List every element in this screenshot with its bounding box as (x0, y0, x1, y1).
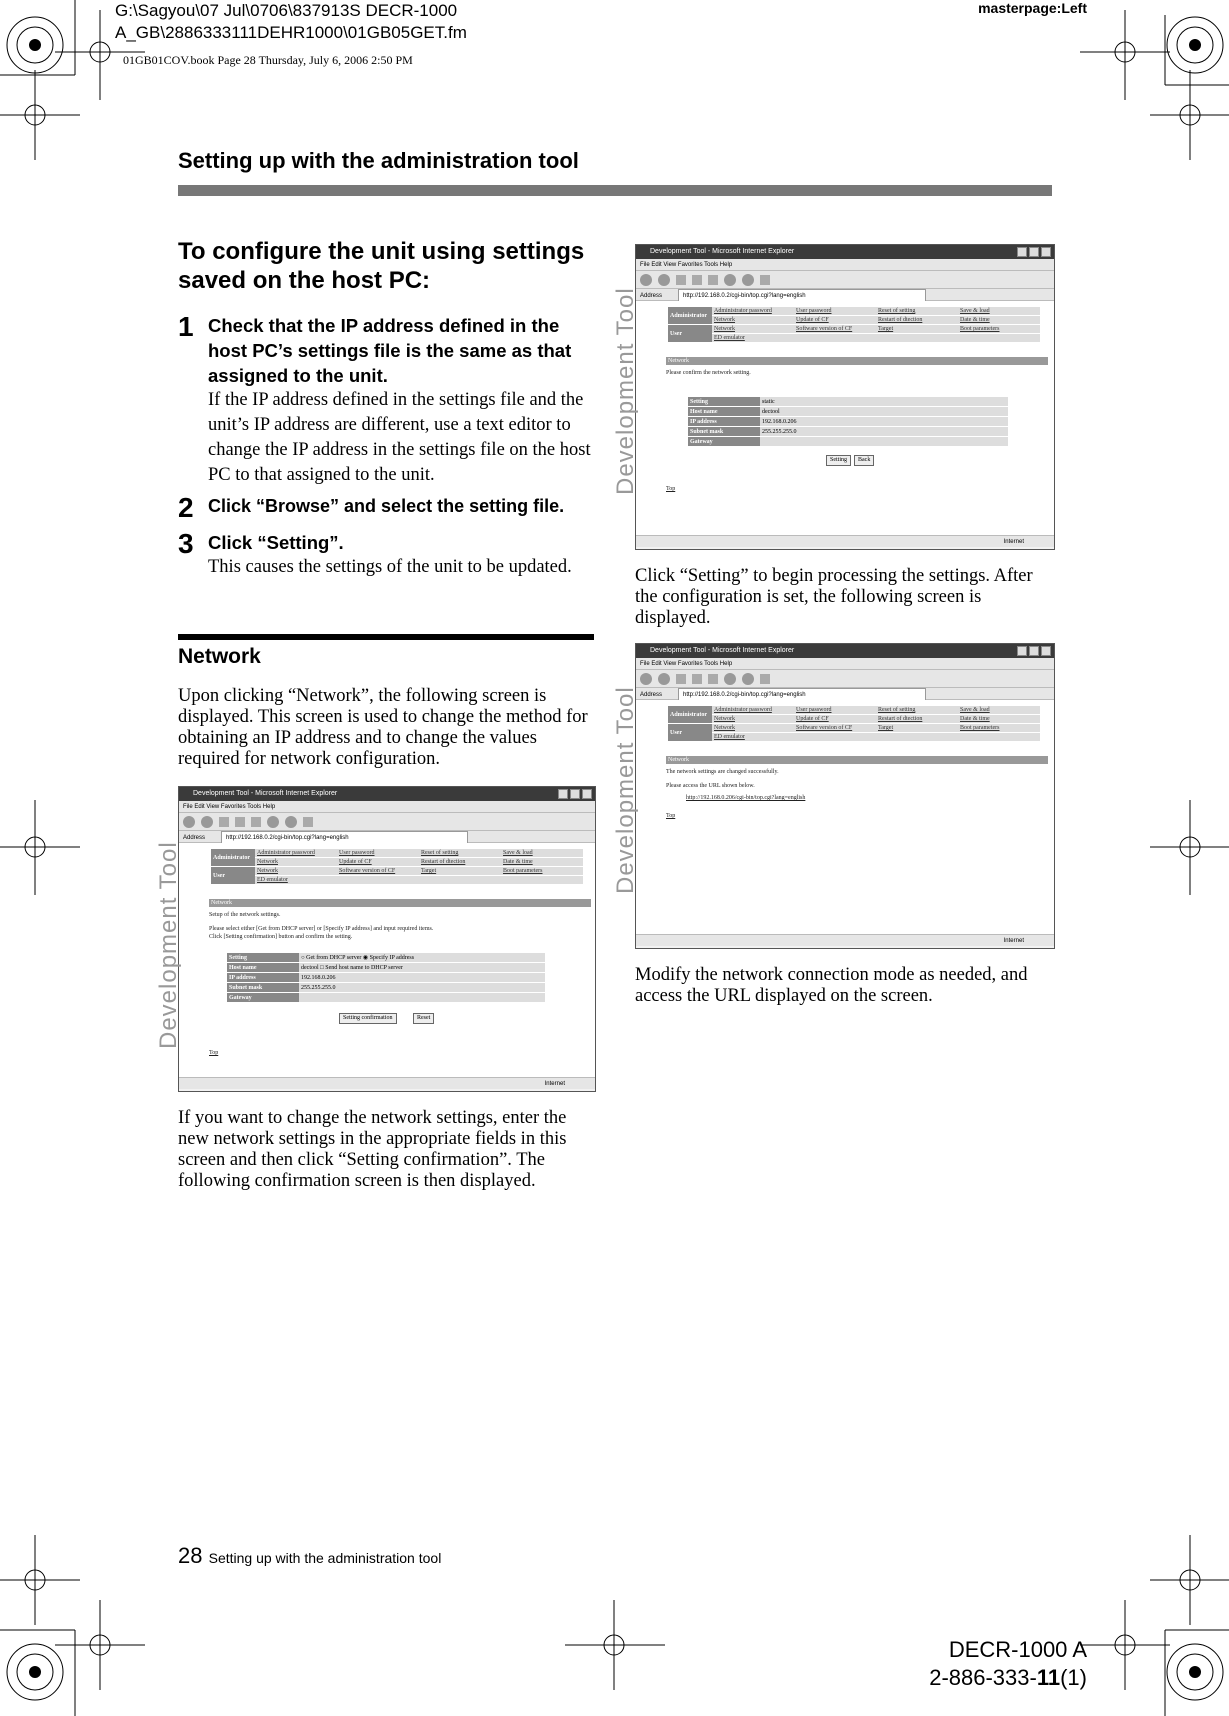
nav-link[interactable]: Save & load (958, 706, 1040, 715)
step-head: Check that the IP address defined in the host PC’s settings file is the same as that assigned to the unit. (208, 315, 572, 386)
form-key: Subnet mask (227, 983, 299, 993)
steps-list (178, 313, 594, 580)
toolbar (636, 271, 1054, 289)
search-icon (724, 673, 736, 685)
model-name: DECR-1000 A (948, 1637, 1087, 1662)
network-banner: Network (666, 357, 1048, 365)
maximize-icon (1029, 646, 1039, 656)
nav-link[interactable]: Update of CF (337, 858, 419, 867)
form-key: Gateway (227, 993, 299, 1003)
nav-link[interactable]: User password (337, 849, 419, 858)
nav-link[interactable]: Reset of setting (876, 307, 958, 316)
address-bar: Address http://192.168.0.2/cgi-bin/top.cgi?lang=english (179, 831, 595, 843)
form-value: 255.255.255.0 (760, 427, 1008, 437)
model-code (929, 1636, 1087, 1692)
step-number: 2 (178, 492, 194, 523)
nav-link[interactable]: Target (876, 325, 958, 334)
nav-link[interactable]: ED emulator (712, 334, 794, 343)
nav-link[interactable]: ED emulator (255, 876, 337, 885)
network-heading: Network (178, 645, 261, 668)
footer-label: Setting up with the administration tool (208, 1550, 442, 1566)
nav-link[interactable]: Update of CF (794, 316, 876, 325)
window-title-bar (179, 787, 595, 801)
form-key: Setting (227, 953, 299, 963)
address-value: http://192.168.0.2/cgi-bin/top.cgi?lang=english (221, 831, 468, 845)
close-icon (1041, 646, 1051, 656)
step-1 (178, 313, 594, 488)
favorites-icon (285, 816, 297, 828)
favorites-icon (742, 274, 754, 286)
maximize-icon (1029, 247, 1039, 257)
form-key: IP address (227, 973, 299, 983)
reset-button[interactable]: Reset (413, 1013, 434, 1024)
nav-link[interactable]: User password (794, 307, 876, 316)
form-key: IP address (688, 417, 760, 427)
favorites-icon (742, 673, 754, 685)
back-icon (183, 816, 195, 828)
nav-link[interactable]: Network (712, 325, 794, 334)
back-button[interactable]: Back (854, 455, 874, 466)
nav-link[interactable]: User password (794, 706, 876, 715)
refresh-icon (692, 275, 702, 285)
nav-link[interactable]: Save & load (501, 849, 583, 858)
intro-text: Setup of the network settings. (209, 912, 281, 918)
nav-link[interactable]: Network (255, 858, 337, 867)
top-link[interactable]: Top (666, 813, 676, 819)
window-title: Development Tool - Microsoft Internet Explorer (650, 647, 795, 654)
book-line: 01GB01COV.book Page 28 Thursday, July 6, 2006 2:50 PM (123, 53, 413, 67)
side-label: Development Tool (612, 287, 639, 495)
confirm-table (688, 397, 1008, 447)
mail-icon (760, 275, 770, 285)
close-icon (582, 789, 592, 799)
nav-link[interactable]: Save & load (958, 307, 1040, 316)
nav-link[interactable]: Target (419, 867, 501, 876)
section-title: Setting up with the administration tool (178, 148, 579, 173)
nav-link[interactable]: Restart of dtection (419, 858, 501, 867)
setting-confirmation-button[interactable]: Setting confirmation (339, 1013, 397, 1024)
nav-link[interactable]: Date & time (958, 316, 1040, 325)
maximize-icon (570, 789, 580, 799)
nav-table (668, 706, 1040, 742)
nav-user: User (668, 724, 712, 742)
network-form (227, 953, 545, 1003)
nav-admin: Administrator (211, 849, 255, 867)
forward-icon (658, 274, 670, 286)
menu-bar: File Edit View Favorites Tools Help (636, 658, 1054, 670)
step-head: Click “Browse” and select the setting file. (208, 496, 565, 516)
network-paragraph: Upon clicking “Network”, the following screen is displayed. This screen is used to change the method for obtaining an IP address and to change the values required for network configuration. (178, 686, 588, 769)
side-label: Development Tool (612, 686, 639, 894)
nav-link[interactable]: Network (712, 724, 794, 733)
title-bar (178, 185, 1052, 196)
step-number: 3 (178, 528, 194, 559)
nav-link[interactable]: Network (712, 715, 794, 724)
step-2 (178, 494, 594, 522)
new-url-link[interactable]: http://192.168.0.206/cgi-bin/top.cgi?lang=english (686, 795, 806, 801)
minimize-icon (1017, 247, 1027, 257)
screenshot-network-confirm (612, 244, 1055, 550)
step-body: This causes the settings of the unit to be updated. (208, 557, 572, 577)
nav-link[interactable]: Update of CF (794, 715, 876, 724)
nav-table (211, 849, 583, 885)
nav-link[interactable]: Date & time (958, 715, 1040, 724)
top-link[interactable]: Top (209, 1050, 219, 1056)
status-bar: Internet (636, 535, 1054, 547)
side-label: Development Tool (155, 841, 182, 1049)
stop-icon (219, 817, 229, 827)
page-footer (178, 1543, 441, 1569)
close-icon (1041, 247, 1051, 257)
nav-table (668, 307, 1040, 343)
screenshot-network-success (612, 643, 1055, 949)
top-link[interactable]: Top (666, 486, 676, 492)
menu-bar: File Edit View Favorites Tools Help (636, 259, 1054, 271)
form-value[interactable]: 255.255.255.0 (299, 983, 545, 993)
stop-icon (676, 674, 686, 684)
search-icon (267, 816, 279, 828)
nav-link[interactable]: Software version of CF (337, 867, 419, 876)
address-value: http://192.168.0.2/cgi-bin/top.cgi?lang=english (678, 688, 926, 702)
search-icon (724, 274, 736, 286)
nav-link[interactable]: Boot parameters (958, 325, 1040, 334)
back-icon (640, 274, 652, 286)
nav-admin: Administrator (668, 706, 712, 724)
nav-link[interactable]: Restart of dtection (876, 316, 958, 325)
status-bar: Internet (636, 934, 1054, 946)
step-body: If the IP address defined in the settings file and the unit’s IP address are different, use a text editor to change the IP address in the settings file on the host PC to that assigned to the unit. (208, 390, 591, 485)
instruction-text: Please access the URL shown below. (666, 783, 755, 789)
step-3 (178, 530, 594, 580)
minimize-icon (558, 789, 568, 799)
nav-link[interactable]: Target (876, 724, 958, 733)
form-key: Host name (688, 407, 760, 417)
step-head: Click “Setting”. (208, 532, 344, 553)
file-path (115, 0, 467, 44)
configure-heading: To configure the unit using settings saved on the host PC: (178, 238, 585, 294)
right-paragraph-1: Click “Setting” to begin processing the settings. After the configuration is set, the following screen is displayed. (635, 566, 1033, 628)
menu-bar: File Edit View Favorites Tools Help (179, 801, 595, 813)
form-value[interactable]: dectool □ Send host name to DHCP server (299, 963, 545, 973)
forward-icon (201, 816, 213, 828)
address-value: http://192.168.0.2/cgi-bin/top.cgi?lang=english (678, 289, 926, 303)
file-path-line1: G:\Sagyou\07 Jul\0706\837913S DECR-1000 (115, 1, 458, 20)
form-value: static (760, 397, 1008, 407)
right-paragraph-2: Modify the network connection mode as needed, and access the URL displayed on the screen. (635, 965, 1028, 1006)
minimize-icon (1017, 646, 1027, 656)
back-icon (640, 673, 652, 685)
setting-button[interactable]: Setting (826, 455, 851, 466)
nav-link[interactable]: ED emulator (712, 733, 794, 742)
nav-link[interactable]: Network (255, 867, 337, 876)
form-key: Host name (227, 963, 299, 973)
masterpage-label: masterpage:Left (978, 0, 1087, 16)
after-screenshot-paragraph: If you want to change the network settings, enter the new network settings in the appropriate fields in this screen and then click “Setting confirmation”. The following confirmation screen is then displayed. (178, 1108, 567, 1191)
nav-link[interactable]: Reset of setting (876, 706, 958, 715)
window-title: Development Tool - Microsoft Internet Explorer (193, 790, 338, 797)
nav-link[interactable]: Administrator password (712, 307, 794, 316)
home-icon (251, 817, 261, 827)
network-banner: Network (666, 756, 1048, 764)
form-value (760, 437, 1008, 447)
window-title: Development Tool - Microsoft Internet Explorer (650, 248, 795, 255)
status-bar: Internet (179, 1077, 595, 1089)
nav-user: User (668, 325, 712, 343)
nav-admin: Administrator (668, 307, 712, 325)
form-key: Setting (688, 397, 760, 407)
stop-icon (676, 275, 686, 285)
nav-link[interactable]: Boot parameters (501, 867, 583, 876)
code-bold: 11 (1036, 1665, 1061, 1690)
nav-link[interactable]: Restart of dtection (876, 715, 958, 724)
page-number: 28 (178, 1543, 203, 1568)
nav-link[interactable]: Date & time (501, 858, 583, 867)
step-number: 1 (178, 311, 194, 342)
nav-link[interactable]: Network (712, 316, 794, 325)
page-content (155, 841, 595, 1077)
nav-link[interactable]: Software version of CF (794, 325, 876, 334)
success-text: The network settings are changed successfully. (666, 769, 779, 775)
form-value[interactable]: ○ Get from DHCP server ◉ Specify IP address (299, 953, 545, 963)
nav-link[interactable]: Software version of CF (794, 724, 876, 733)
toolbar (179, 813, 595, 831)
nav-link[interactable]: Administrator password (712, 706, 794, 715)
address-bar: Address http://192.168.0.2/cgi-bin/top.cgi?lang=english (636, 289, 1054, 301)
form-value: 192.168.0.206 (760, 417, 1008, 427)
home-icon (708, 674, 718, 684)
window-title-bar (636, 245, 1054, 259)
address-bar: Address http://192.168.0.2/cgi-bin/top.cgi?lang=english (636, 688, 1054, 700)
code-suffix: (1) (1060, 1665, 1087, 1690)
toolbar (636, 670, 1054, 688)
refresh-icon (692, 674, 702, 684)
network-banner: Network (209, 899, 591, 907)
code-prefix: 2-886-333- (929, 1665, 1037, 1690)
form-key: Subnet mask (688, 427, 760, 437)
nav-link[interactable]: Administrator password (255, 849, 337, 858)
nav-link[interactable]: Boot parameters (958, 724, 1040, 733)
forward-icon (658, 673, 670, 685)
mail-icon (303, 817, 313, 827)
home-icon (708, 275, 718, 285)
mail-icon (760, 674, 770, 684)
screenshot-network-setup (155, 786, 596, 1092)
refresh-icon (235, 817, 245, 827)
section-rule (178, 634, 594, 640)
form-value: dectool (760, 407, 1008, 417)
intro-text: Please confirm the network setting. (666, 370, 751, 376)
intro-text: Click [Setting confirmation] button and confirm the setting. (209, 934, 353, 940)
intro-text: Please select either [Get from DHCP server] or [Specify IP address] and input required items. (209, 926, 434, 932)
window-title-bar (636, 644, 1054, 658)
nav-link[interactable]: Reset of setting (419, 849, 501, 858)
file-path-line2: A_GB\2886333111DEHR1000\01GB05GET.fm (115, 23, 467, 42)
form-value[interactable] (299, 993, 545, 1003)
form-value[interactable]: 192.168.0.206 (299, 973, 545, 983)
form-key: Gateway (688, 437, 760, 447)
nav-user: User (211, 867, 255, 885)
